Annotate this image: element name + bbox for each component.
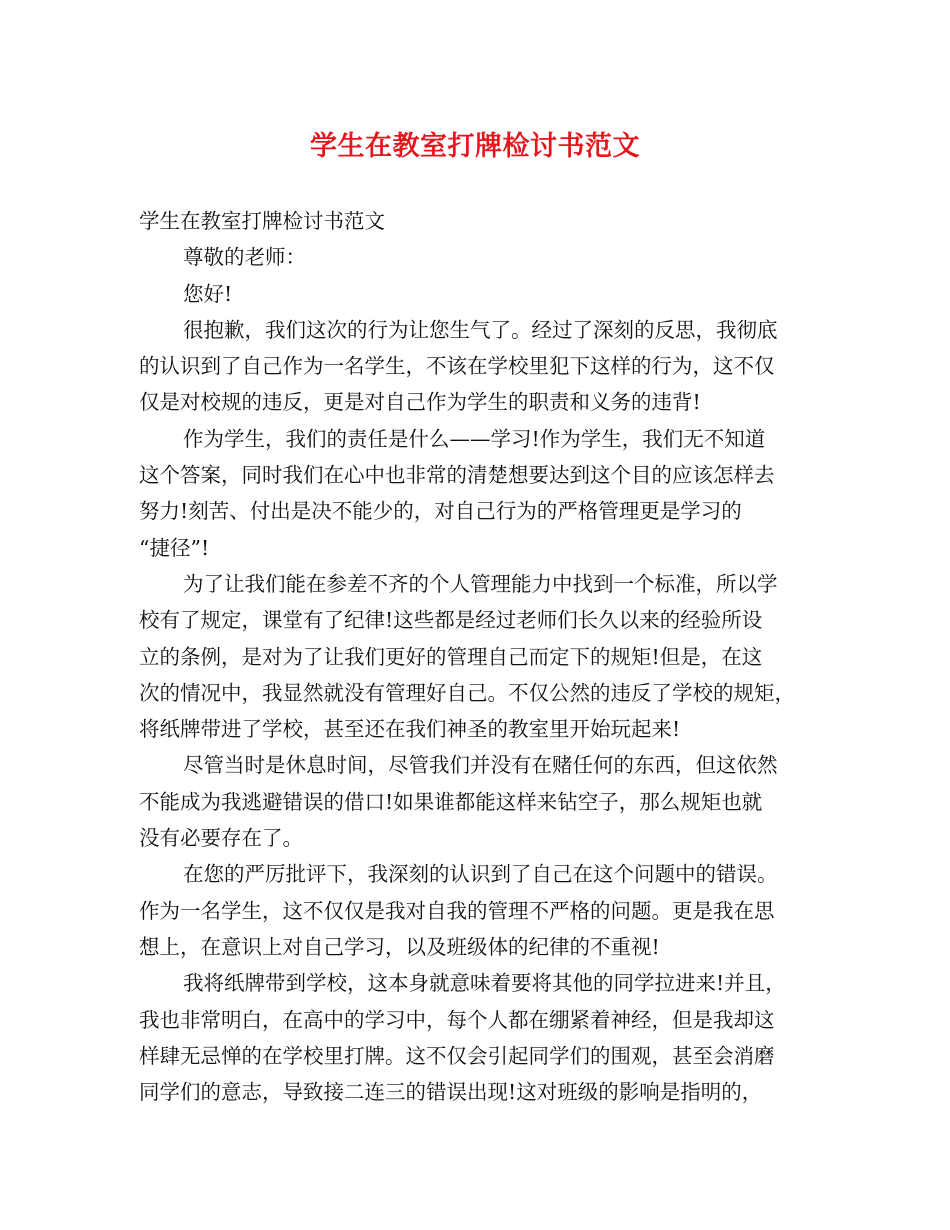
text-line: 这个答案，同时我们在心中也非常的清楚想要达到这个目的应该怎样去 [139, 463, 775, 488]
text-line: 很抱歉，我们这次的行为让您生气了。经过了深刻的反思，我彻底 [183, 317, 778, 342]
text-line: 尊敬的老师： [183, 245, 306, 270]
text-line: 努力!刻苦、付出是决不能少的，对自己行为的严格管理更是学习的 [139, 499, 742, 524]
text-line: 同学们的意志，导致接二连三的错误出现!这对班级的影响是指明的， [139, 1080, 763, 1105]
text-line: “捷径”! [139, 535, 210, 560]
text-line: 在您的严厉批评下，我深刻的认识到了自己在这个问题中的错误。 [183, 862, 778, 887]
text-line: 仅是对校规的违反，更是对自己作为学生的职责和义务的违背! [139, 390, 701, 415]
text-line: 作为一名学生，这不仅仅是我对自我的管理不严格的问题。更是我在思 [139, 898, 775, 923]
text-line: 校有了规定，课堂有了纪律!这些都是经过老师们长久以来的经验所设 [139, 608, 763, 633]
document-title: 学生在教室打牌检讨书范文 [310, 131, 640, 162]
text-line: 样肆无忌惮的在学校里打牌。这不仅会引起同学们的围观，甚至会消磨 [139, 1043, 775, 1068]
text-line: 将纸牌带进了学校，甚至还在我们神圣的教室里开始玩起来! [139, 717, 681, 742]
text-line: 尽管当时是休息时间，尽管我们并没有在赌任何的东西，但这依然 [183, 753, 778, 778]
text-line: 我将纸牌带到学校，这本身就意味着要将其他的同学拉进来!并且， [183, 971, 786, 996]
text-line: 学生在教室打牌检讨书范文 [139, 209, 385, 233]
text-line: 想上，在意识上对自己学习，以及班级体的纪律的不重视! [139, 934, 660, 959]
text-line: 次的情况中，我显然就没有管理好自己。不仅公然的违反了学校的规矩， [139, 680, 795, 705]
text-line: 为了让我们能在参差不齐的个人管理能力中找到一个标准，所以学 [183, 571, 778, 596]
text-line: 作为学生，我们的责任是什么——学习!作为学生，我们无不知道 [183, 426, 766, 451]
text-line: 我也非常明白，在高中的学习中，每个人都在绷紧着神经，但是我却这 [139, 1007, 775, 1032]
text-line: 立的条例，是对为了让我们更好的管理自己而定下的规矩!但是，在这 [139, 644, 763, 669]
text-line: 的认识到了自己作为一名学生，不该在学校里犯下这样的行为，这不仅 [139, 354, 775, 379]
text-line: 不能成为我逃避错误的借口!如果谁都能这样来钻空子，那么规矩也就 [139, 789, 763, 814]
text-line: 您好! [183, 281, 233, 306]
document-body [139, 203, 811, 1110]
text-line: 没有必要存在了。 [139, 826, 303, 851]
